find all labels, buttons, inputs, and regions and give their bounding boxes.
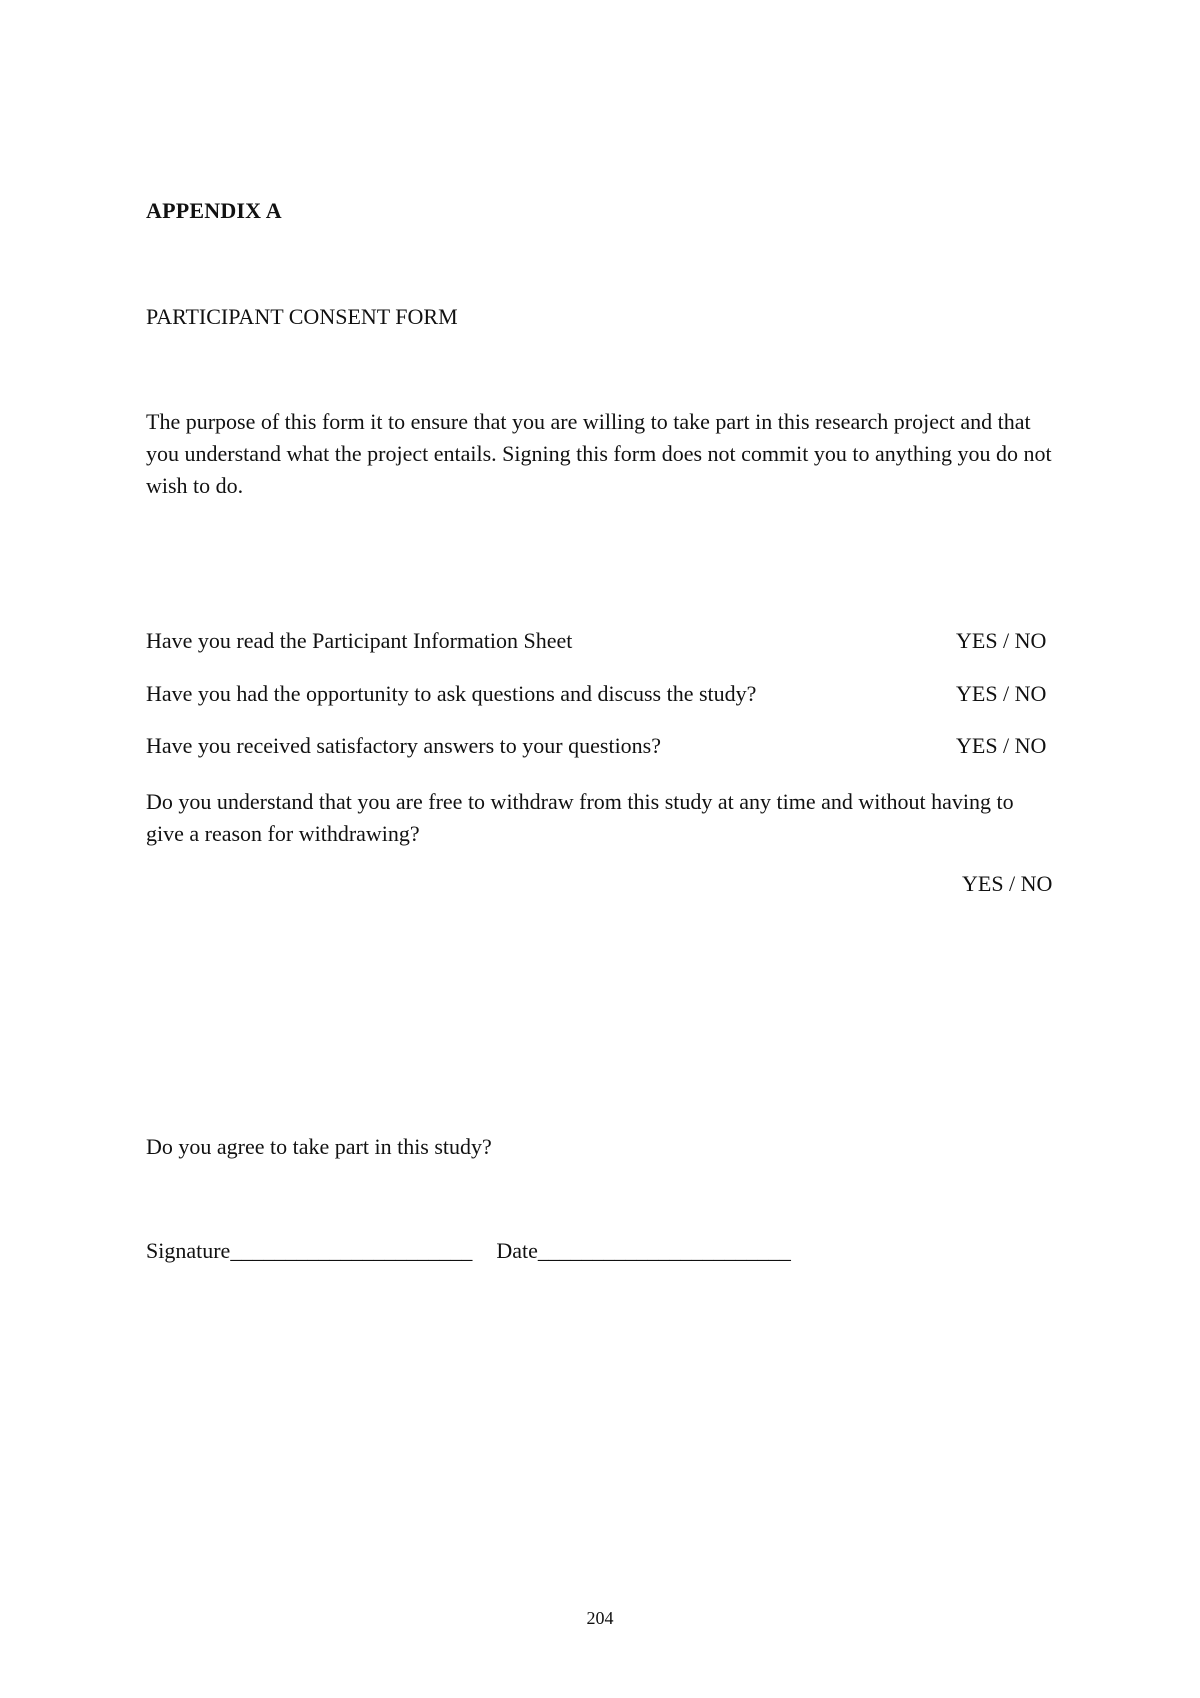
intro-paragraph: The purpose of this form it to ensure that you are willing to take part in this research project and that you understand what the project entails. Signing this form does not commit you to anything you do not wish to do.	[146, 409, 1052, 498]
question-satisfactory-answers: Have you received satisfactory answers to your questions?	[146, 733, 662, 758]
appendix-heading: APPENDIX A	[146, 198, 282, 223]
answer-read-info-sheet: YES / NO	[956, 628, 1047, 653]
signature-row	[146, 1238, 791, 1264]
question-read-info-sheet: Have you read the Participant Information Sheet	[146, 628, 573, 653]
signature-line: Signature______________________	[146, 1238, 473, 1263]
page-number: 204	[586, 1608, 614, 1628]
answer-ask-questions: YES / NO	[956, 681, 1047, 706]
question-free-to-withdraw: Do you understand that you are free to withdraw from this study at any time and without having to give a reason for withdrawing?	[146, 789, 1014, 846]
form-title: PARTICIPANT CONSENT FORM	[146, 304, 458, 329]
question-ask-questions: Have you had the opportunity to ask questions and discuss the study?	[146, 681, 757, 706]
agree-question: Do you agree to take part in this study?	[146, 1134, 492, 1159]
answer-free-to-withdraw: YES / NO	[962, 871, 1053, 896]
date-line: Date_______________________	[496, 1238, 791, 1263]
answer-satisfactory-answers: YES / NO	[956, 733, 1047, 758]
